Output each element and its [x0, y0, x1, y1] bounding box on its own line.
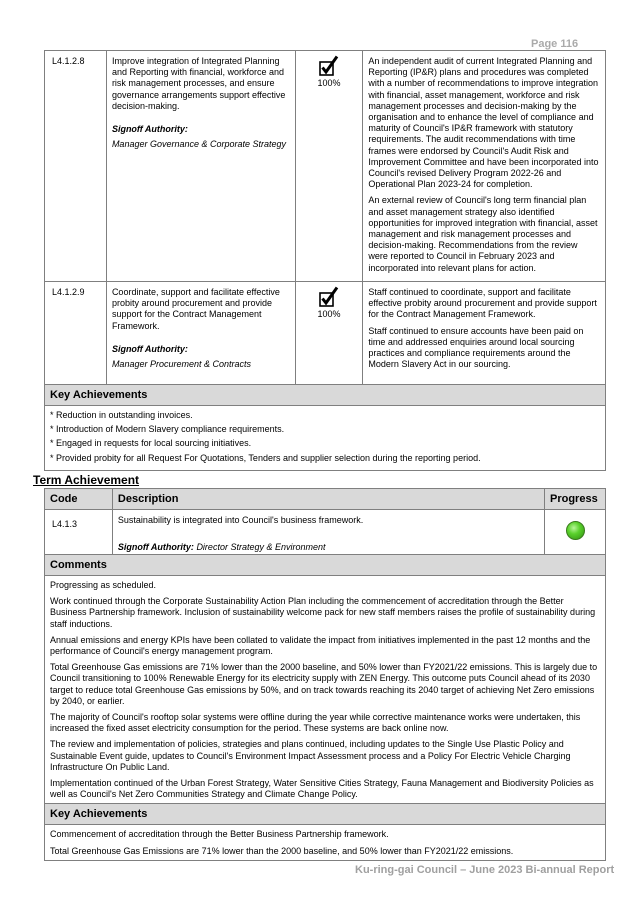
list-item: * Engaged in requests for local sourcing initiatives.	[50, 438, 252, 449]
action-code: L4.1.2.8	[45, 51, 107, 282]
comment-paragraph: Staff continued to ensure accounts have been paid on time and addressed enquiries around local sourcing practices and compliance requirements around the Modern Slavery Act in our sourcing.	[368, 325, 584, 370]
comment-paragraph: Implementation continued of the Urban Forest Strategy, Water Sensitive Cities Strategy, Fauna Management and Biodiversity Policies as well as Council's Net Zero Communities Strategy and Climate Change Policy.	[50, 778, 594, 800]
comment-paragraph: The majority of Council's rooftop solar systems were offline during the year while corrective maintenance works were undertaken, this increased the fixed asset electricity consumption for the period. These systems are back online now.	[50, 712, 581, 734]
list-item: * Provided probity for all Request For Quotations, Tenders and supplier selection during the reporting period.	[50, 452, 481, 463]
progress-percent: 100%	[317, 78, 341, 88]
key-achievements-heading: Key Achievements	[45, 385, 606, 406]
signoff-label: Signoff Authority:	[111, 124, 188, 135]
column-header-code: Code	[45, 489, 113, 510]
list-item: * Reduction in outstanding invoices.	[50, 410, 193, 420]
term-description: Sustainability is integrated into Council's business framework.	[117, 515, 364, 525]
action-code: L4.1.2.9	[45, 282, 107, 385]
signoff-label: Signoff Authority:	[117, 542, 194, 553]
signoff-label: Signoff Authority:	[111, 343, 188, 354]
signoff-name: Manager Procurement & Contracts	[111, 359, 251, 370]
progress-percent: 100%	[317, 309, 341, 319]
signoff-name: Manager Governance & Corporate Strategy	[111, 139, 287, 150]
list-item: * Introduction of Modern Slavery compliance requirements.	[50, 424, 285, 435]
report-footer: Ku-ring-gai Council – June 2023 Bi-annual Report	[355, 864, 615, 876]
list-item: Total Greenhouse Gas Emissions are 71% lower than the 2000 baseline, and 50% lower than FY2021/22 emissions.	[50, 845, 514, 856]
comments-heading: Comments	[45, 555, 606, 576]
action-description: Improve integration of Integrated Planning and Reporting with financial, workforce and risk management processes, and ensure governance arrangements support effective decision-making.	[111, 56, 286, 111]
list-item: Commencement of accreditation through the Better Business Partnership framework.	[50, 829, 389, 840]
signoff-name: Director Strategy & Environment	[196, 542, 326, 553]
comment-paragraph: Total Greenhouse Gas emissions are 71% lower than the 2000 baseline, and 50% lower than FY2021/22 emissions. This is largely due to Council transitioning to 100% Renewable Energy for its electricity supply with ZEN Energy. This outcome puts Council ahead of its 2030 target to reduce total Greenhouse Gas emissions by 50%, and on track towards reaching its 2040 target of achieving Net Zero emissions by 2040, or earlier.	[50, 662, 598, 706]
term-achievement-table	[44, 488, 606, 861]
column-header-progress: Progress	[545, 489, 606, 510]
table-row	[45, 282, 606, 385]
key-achievements-heading: Key Achievements	[45, 804, 606, 825]
comment-paragraph: An independent audit of current Integrated Planning and Reporting (IP&R) plans and procedures was completed with a number of recommendations to improve integration with financial, asset management, workforce and risk management processes and decision-making by the organisation and to enhance the level of compliance and maturity of Council's IP&R framework with statutory requirements. The audit recommendations with time frames were endorsed by Council's Audit Risk and Improvement Committee and have been incorporated into Council's revised Delivery Program 2022-26 and Operational Plan 2023-24 for completion.	[368, 56, 599, 190]
comment-paragraph: An external review of Council's long term financial plan and asset management strategy also identified opportunities for improved integration with financial, asset management and risk management processes and decision-making. Recommendations from the review were reported to Council in February 2023 and incorporated into relevant plans for action.	[368, 195, 598, 273]
action-description: Coordinate, support and facilitate effective probity around procurement and provide support for the Contract Management Framework.	[111, 287, 280, 331]
term-code: L4.1.3	[45, 510, 113, 555]
comment-paragraph: Progressing as scheduled.	[50, 580, 157, 590]
comment-paragraph: Annual emissions and energy KPIs have been collated to validate the impact from initiatives implemented in the past 12 months and the performance of Council's energy management program.	[50, 634, 591, 657]
comment-paragraph: Staff continued to coordinate, support and facilitate effective probity around procurement and provide support for the Contract Management Framework.	[368, 287, 597, 320]
page-number: Page 116	[531, 38, 579, 50]
checkbox-checked-icon	[319, 286, 339, 308]
column-header-description: Description	[112, 489, 544, 510]
term-achievement-title: Term Achievement	[33, 473, 140, 487]
table-row	[45, 510, 606, 555]
actions-table	[44, 50, 606, 471]
checkbox-checked-icon	[319, 55, 339, 77]
status-green-dot-icon	[566, 521, 585, 540]
comment-paragraph: Work continued through the Corporate Sustainability Action Plan including the commencement of accreditation through the Better Business Partnership framework. Inclusion of sustainability welcome pack for new staff members raises the profile of sustainability during staff inductions.	[50, 596, 596, 629]
table-row	[45, 51, 606, 282]
comment-paragraph: The review and implementation of policies, strategies and plans continued, including updates to the Single Use Plastic Policy and Sustainable Event guide, updates to Council's Environment Impact Assessment process and a Policy For Electric Vehicle Charging Infrastructure On Public Land.	[50, 739, 571, 772]
